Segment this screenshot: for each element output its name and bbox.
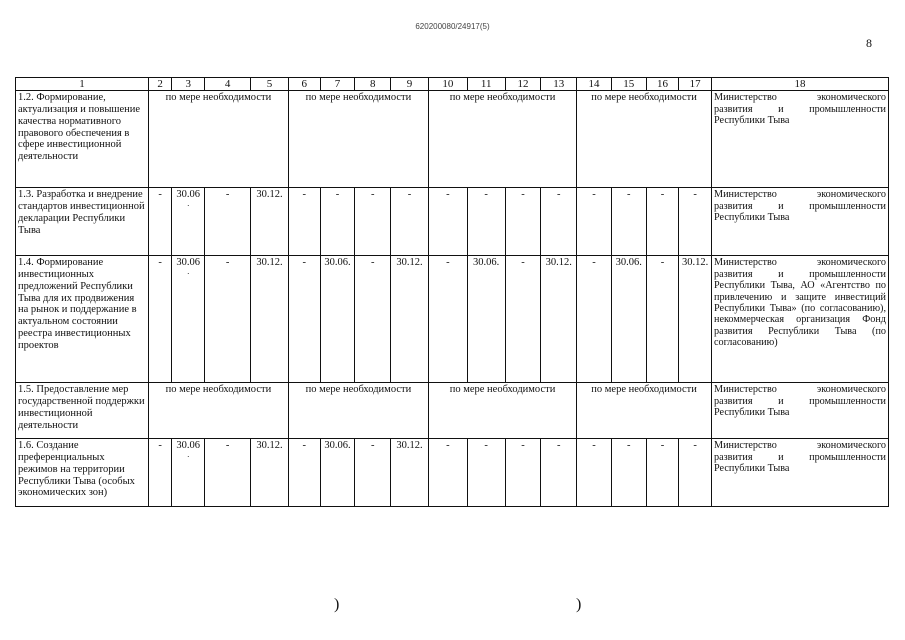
cell-value: 30.12. (251, 439, 289, 507)
col-header: 4 (205, 78, 251, 91)
activity-name: 1.4. Формирование инвестиционных предложений Республики Тыва для их продвижения на рынок и поддержание в актуальном состоянии реестра инвестиционных проектов (16, 256, 149, 383)
cell-value: - (611, 439, 646, 507)
cell-value: - (505, 188, 541, 256)
table-row (16, 188, 889, 256)
cell-value: 30.06. (611, 256, 646, 383)
cell-value: 30.12. (391, 439, 429, 507)
cell-value: - (391, 188, 429, 256)
col-header: 18 (712, 78, 889, 91)
table-row (16, 383, 889, 439)
cell-value: - (577, 256, 612, 383)
cell-value: - (428, 256, 467, 383)
cell-value: - (148, 439, 172, 507)
table-row (16, 256, 889, 383)
col-header: 16 (646, 78, 679, 91)
cell-value: - (205, 188, 251, 256)
cell-value: - (646, 256, 679, 383)
cell-value: 30.06. (320, 256, 355, 383)
cell-value: - (288, 256, 320, 383)
col-header: 7 (320, 78, 355, 91)
document-id: 620200080/24917(5) (415, 22, 490, 31)
col-header: 15 (611, 78, 646, 91)
responsible-party: Министерство экономического развития и промышленности Республики Тыва (712, 188, 889, 256)
cell-value: - (577, 188, 612, 256)
col-header: 1 (16, 78, 149, 91)
col-header: 10 (428, 78, 467, 91)
schedule-2025: по мере необходимости (148, 91, 288, 188)
schedule-2026: по мере необходимости (288, 91, 428, 188)
cell-value: 30.06. (467, 256, 505, 383)
cell-value: - (288, 439, 320, 507)
schedule-2027: по мере необходимости (428, 91, 576, 188)
cell-value: 30.12. (679, 256, 712, 383)
responsible-party: Министерство экономического развития и промышленности Республики Тыва (712, 439, 889, 507)
cell-value: - (467, 439, 505, 507)
col-header: 11 (467, 78, 505, 91)
cell-value: 30.06 . (172, 256, 205, 383)
responsible-party: Министерство экономического развития и промышленности Республики Тыва, АО «Агентство по привлечению и защите инвестиций Республики Тыва» (по согласованию), некоммерческая организация Фонд развития Республики Тыва (по согласованию) (712, 256, 889, 383)
schedule-2027: по мере необходимости (428, 383, 576, 439)
col-header: 13 (541, 78, 577, 91)
cell-value: - (428, 439, 467, 507)
cell-value: 30.12. (251, 256, 289, 383)
schedule-2028: по мере необходимости (577, 91, 712, 188)
cell-value: - (355, 188, 391, 256)
cell-value: - (148, 188, 172, 256)
schedule-2025: по мере необходимости (148, 383, 288, 439)
schedule-2026: по мере необходимости (288, 383, 428, 439)
footer-mark-right: ) (576, 596, 582, 613)
cell-value: - (355, 439, 391, 507)
activity-name: 1.2. Формирование, актуализация и повышение качества нормативного правового обеспечения в сфере инвестиционной деятельности (16, 91, 149, 188)
page-number: 8 (866, 36, 872, 50)
cell-value: 30.06. (320, 439, 355, 507)
cell-value: - (505, 439, 541, 507)
cell-value: - (646, 188, 679, 256)
cell-value: - (355, 256, 391, 383)
cell-value: 30.12. (391, 256, 429, 383)
cell-value: - (320, 188, 355, 256)
table-row (16, 439, 889, 507)
cell-value: - (646, 439, 679, 507)
col-header: 2 (148, 78, 172, 91)
responsible-party: Министерство экономического развития и промышленности Республики Тыва (712, 91, 889, 188)
cell-value: - (505, 256, 541, 383)
cell-value: 30.06 . (172, 188, 205, 256)
col-header: 3 (172, 78, 205, 91)
column-number-row (16, 78, 889, 91)
col-header: 8 (355, 78, 391, 91)
schedule-2028: по мере необходимости (577, 383, 712, 439)
col-header: 6 (288, 78, 320, 91)
cell-value: 30.12. (541, 256, 577, 383)
cell-value: - (205, 439, 251, 507)
cell-value: - (148, 256, 172, 383)
cell-value: - (679, 439, 712, 507)
table-row (16, 91, 889, 188)
col-header: 14 (577, 78, 612, 91)
cell-value: 30.06 . (172, 439, 205, 507)
cell-value: 30.12. (251, 188, 289, 256)
footer-mark-left: ) (334, 596, 340, 613)
cell-value: - (577, 439, 612, 507)
cell-value: - (428, 188, 467, 256)
cell-value: - (679, 188, 712, 256)
col-header: 5 (251, 78, 289, 91)
activity-name: 1.5. Предоставление мер государственной поддержки инвестиционной деятельности (16, 383, 149, 439)
col-header: 12 (505, 78, 541, 91)
cell-value: - (611, 188, 646, 256)
cell-value: - (205, 256, 251, 383)
cell-value: - (288, 188, 320, 256)
cell-value: - (541, 188, 577, 256)
activity-name: 1.6. Создание преференциальных режимов на территории Республики Тыва (особых экономических зон) (16, 439, 149, 507)
activity-table (15, 77, 889, 507)
col-header: 17 (679, 78, 712, 91)
activity-name: 1.3. Разработка и внедрение стандартов инвестиционной декларации Республики Тыва (16, 188, 149, 256)
responsible-party: Министерство экономического развития и промышленности Республики Тыва (712, 383, 889, 439)
cell-value: - (541, 439, 577, 507)
cell-value: - (467, 188, 505, 256)
col-header: 9 (391, 78, 429, 91)
